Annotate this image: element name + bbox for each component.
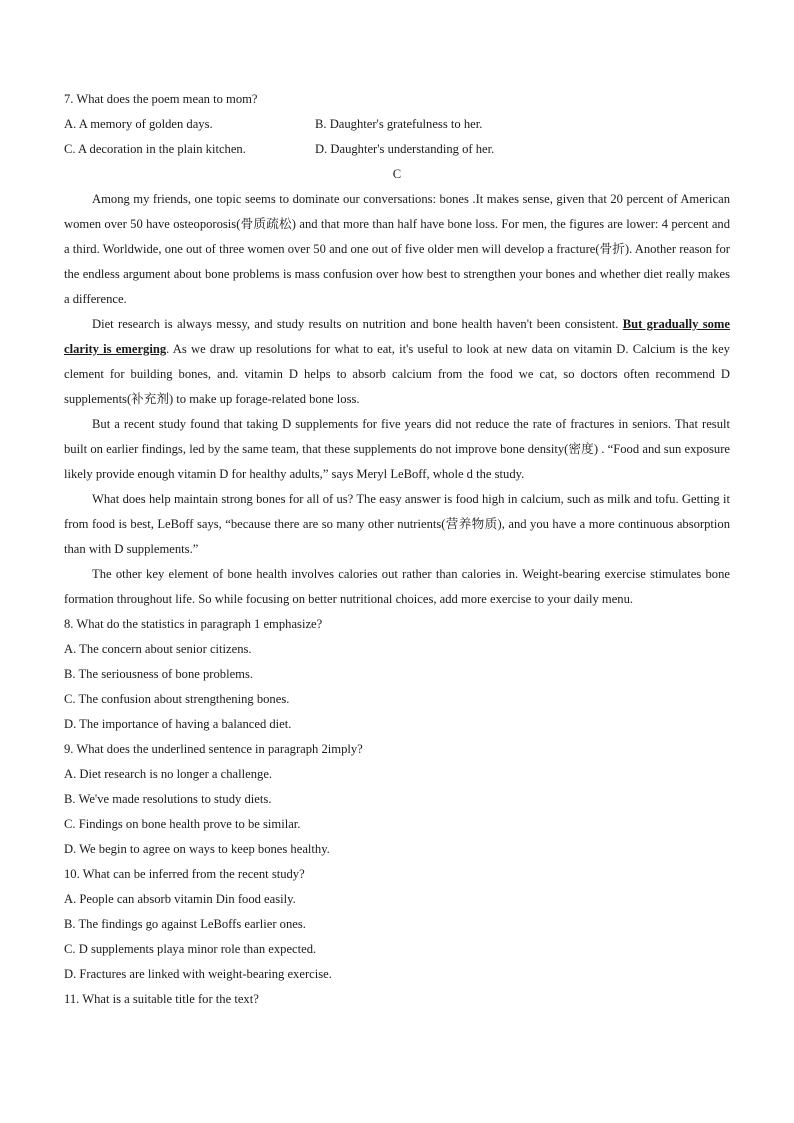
passage-paragraph-4: What does help maintain strong bones for all of us? The easy answer is food high in calcium, such as milk and tofu. Getting it from food is best, LeBoff says, “because there are so many other nutrients(营养物质), and you have a more continuous absorption than with D supplements.” [64, 492, 730, 556]
question-8-option-d: D. The importance of having a balanced diet. [64, 717, 292, 731]
q7-options-row-2 [64, 137, 730, 162]
q7-options-row-1 [64, 112, 730, 137]
question-11-text: 11. What is a suitable title for the text? [64, 992, 259, 1006]
question-8 [64, 612, 730, 737]
q7-option-b: B. Daughter's gratefulness to her. [315, 117, 483, 131]
question-10-option-d: D. Fractures are linked with weight-bearing exercise. [64, 967, 332, 981]
passage-paragraph-1: Among my friends, one topic seems to dominate our conversations: bones .It makes sense, given that 20 percent of American women over 50 have osteoporosis(骨质疏松) and that more than half have bone loss. For men, the figures are lower: 4 percent and a third. Worldwide, one out of three women over 50 and one out of five older men will develop a fracture(骨折). Another reason for the endless argument about bone problems is mass confusion over how best to strengthen your bones and whether diet really makes a difference. [64, 192, 730, 306]
question-8-option-c: C. The confusion about strengthening bones. [64, 692, 290, 706]
question-10-option-c: C. D supplements playa minor role than expected. [64, 942, 317, 956]
section-heading: C [392, 167, 402, 181]
paragraph-2-text-after: . As we draw up resolutions for what to eat, it's useful to look at new data on vitamin D. Calcium is the key clement for building bones, and. vitamin D helps to absorb calcium from the food we cat, so doctors often recommend D supplements(补充剂) to make up forage-related bone loss. [64, 342, 730, 406]
question-8-text: 8. What do the statistics in paragraph 1 emphasize? [64, 617, 323, 631]
passage-paragraph-3: But a recent study found that taking D supplements for five years did not reduce the rate of fractures in seniors. That result built on earlier findings, led by the same team, that these supplements do not improve bone density(密度) . “Food and sun exposure likely provide enough vitamin D for healthy adults,” says Meryl LeBoff, whole d the study. [64, 417, 730, 481]
passage-paragraph-5: The other key element of bone health involves calories out rather than calories in. Weight-bearing exercise stimulates bone formation throughout life. So while focusing on better nutritional choices, add more exercise to your daily menu. [64, 567, 730, 606]
question-11 [64, 987, 730, 1012]
question-8-option-a: A. The concern about senior citizens. [64, 642, 252, 656]
question-9-option-a: A. Diet research is no longer a challenge. [64, 767, 273, 781]
q7-option-a: A. A memory of golden days. [64, 117, 213, 131]
q7-question: 7. What does the poem mean to mom? [64, 92, 258, 106]
question-10-text: 10. What can be inferred from the recent study? [64, 867, 305, 881]
question-9-option-d: D. We begin to agree on ways to keep bones healthy. [64, 842, 330, 856]
passage-paragraph-2 [64, 312, 730, 412]
document-page [64, 87, 730, 1012]
question-9 [64, 737, 730, 862]
question-9-text: 9. What does the underlined sentence in paragraph 2imply? [64, 742, 363, 756]
underlined-sentence: But gradually some clarity is emerging [64, 317, 730, 356]
question-8-option-b: B. The seriousness of bone problems. [64, 667, 253, 681]
paragraph-2-text-before: Diet research is always messy, and study results on nutrition and bone health haven't been consistent. [92, 317, 623, 331]
question-10-option-a: A. People can absorb vitamin Din food easily. [64, 892, 296, 906]
q7-option-c: C. A decoration in the plain kitchen. [64, 142, 246, 156]
q7-option-d: D. Daughter's understanding of her. [315, 142, 495, 156]
question-10 [64, 862, 730, 987]
question-9-option-b: B. We've made resolutions to study diets. [64, 792, 272, 806]
question-9-option-c: C. Findings on bone health prove to be similar. [64, 817, 301, 831]
question-10-option-b: B. The findings go against LeBoffs earlier ones. [64, 917, 306, 931]
